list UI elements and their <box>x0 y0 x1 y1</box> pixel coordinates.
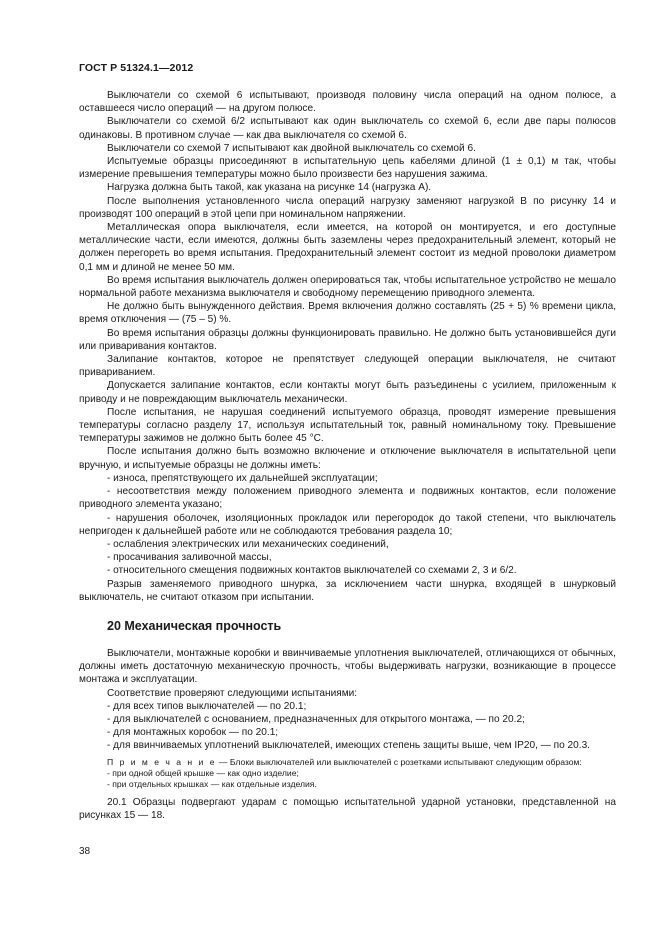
list-item: - ослабления электрических или механических соединений, <box>107 538 389 550</box>
page-number: 38 <box>79 846 91 857</box>
paragraph: Выключатели, монтажные коробки и ввинчиваемые уплотнения выключателей, отличающихся от обычных, должны иметь достаточную механическую прочность, чтобы выдерживать нагрузки, возникающие в процессе монтажа и эксплуатации. <box>79 647 616 686</box>
paragraph: После испытания, не нарушая соединений испытуемого образца, проводят измерение превышения температуры согласно разделу 17, используя испытательный ток, равный номинальному току. Превышение температуры зажимов не должно быть более 45 °С. <box>79 406 616 445</box>
list-item: - несоответствия между положением приводного элемента и подвижных контактов, если положение приводного элемента указано; <box>79 486 616 511</box>
paragraph: Выключатели со схемой 7 испытывают как двойной выключатель со схемой 6. <box>107 142 476 154</box>
paragraph: После выполнения установленного числа операций нагрузку заменяют нагрузкой В по рисунку 14 и производят 100 операций в этой цепи при номинальном напряжении. <box>79 195 616 220</box>
paragraph: 20.1 Образцы подвергают ударам с помощью испытательной ударной установки, представленной на рисунках 15 — 18. <box>79 796 616 821</box>
paragraph: Не должно быть вынужденного действия. Время включения должно составлять (25 + 5) % времени цикла, время отключения — (75 – 5) %. <box>79 301 616 326</box>
paragraph: После испытания должно быть возможно включение и отключение выключателя в испытательной цепи вручную, и испытуемые образцы не должны иметь: <box>79 446 616 471</box>
note <box>79 757 616 768</box>
document-body <box>79 89 616 822</box>
paragraph: Нагрузка должна быть такой, как указана на рисунке 14 (нагрузка А). <box>107 182 432 194</box>
list-item: - для монтажных коробок — по 20.1; <box>107 727 279 739</box>
paragraph: Испытуемые образцы присоединяют в испытательную цепь кабелями длиной (1 ± 0,1) м так, чтобы измерение превышения температуры можно было произвести без нарушения зажима. <box>79 156 616 181</box>
paragraph: Выключатели со схемой 6 испытывают, производя половину числа операций на одном полюсе, а оставшееся число операций — на другом полюсе. <box>79 90 616 115</box>
note-label: П р и м е ч а н и е <box>107 756 217 767</box>
list-item: - нарушения оболочек, изоляционных прокладок или перегородок до такой степени, что выключатель непригоден к дальнейшей работе или не соблюдаются требования раздела 10; <box>79 512 616 537</box>
paragraph: Допускается залипание контактов, если контакты могут быть разъединены с усилием, приложенным к приводу и не повреждающим выключатель механически. <box>79 380 616 405</box>
list-item: - для всех типов выключателей — по 20.1; <box>107 700 307 712</box>
list-item: - для ввинчиваемых уплотнений выключателей, имеющих степень защиты выше, чем IP20, — по 20.3. <box>107 740 590 752</box>
note-text: — Блоки выключателей или выключателей с розетками испытывают следующим образом: <box>216 756 582 767</box>
paragraph: Соответствие проверяют следующими испытаниями: <box>107 687 358 699</box>
paragraph: Залипание контактов, которое не препятствует следующей операции выключателя, не считают привариванием. <box>79 354 616 379</box>
standard-header: ГОСТ Р 51324.1—2012 <box>79 62 194 74</box>
note-item: - при отдельных крышках — как отдельные изделия. <box>107 778 317 789</box>
paragraph: Разрыв заменяемого приводного шнурка, за исключением части шнурка, входящей в шнурковый выключатель, не считают отказом при испытании. <box>79 578 616 603</box>
list-item: - просачивания заливочной массы, <box>107 552 272 564</box>
paragraph: Во время испытания образцы должны функционировать правильно. Не должно быть установившейся дуги или приваривания контактов. <box>79 327 616 352</box>
paragraph: Металлическая опора выключателя, если имеется, на которой он монтируется, и его доступные металлические части, если имеются, должны быть заземлены через предохранительный элемент, который не должен перегореть во время испытания. Предохранительный элемент состоит из медной проволоки диаметром 0,1 мм и длиной не менее 50 мм. <box>79 222 616 273</box>
section-title: 20 Механическая прочность <box>107 618 282 633</box>
list-item: - относительного смещения подвижных контактов выключателей со схемами 2, 3 и 6/2. <box>107 565 517 577</box>
list-item: - для выключателей с основанием, предназначенных для открытого монтажа, — по 20.2; <box>107 713 525 725</box>
paragraph: Во время испытания выключатель должен оперироваться так, чтобы испытательное устройство не мешало нормальной работе механизма выключателя и свободному перемещению приводного элемента. <box>79 274 616 300</box>
note-item: - при одной общей крышке — как одно изделие; <box>107 767 299 778</box>
list-item: - износа, препятствующего их дальнейшей эксплуатации; <box>107 472 378 484</box>
paragraph: Выключатели со схемой 6/2 испытывают как один выключатель со схемой 6, если две пары полюсов одинаковы. В противном случае — как два выключателя со схемой 6. <box>79 116 616 141</box>
